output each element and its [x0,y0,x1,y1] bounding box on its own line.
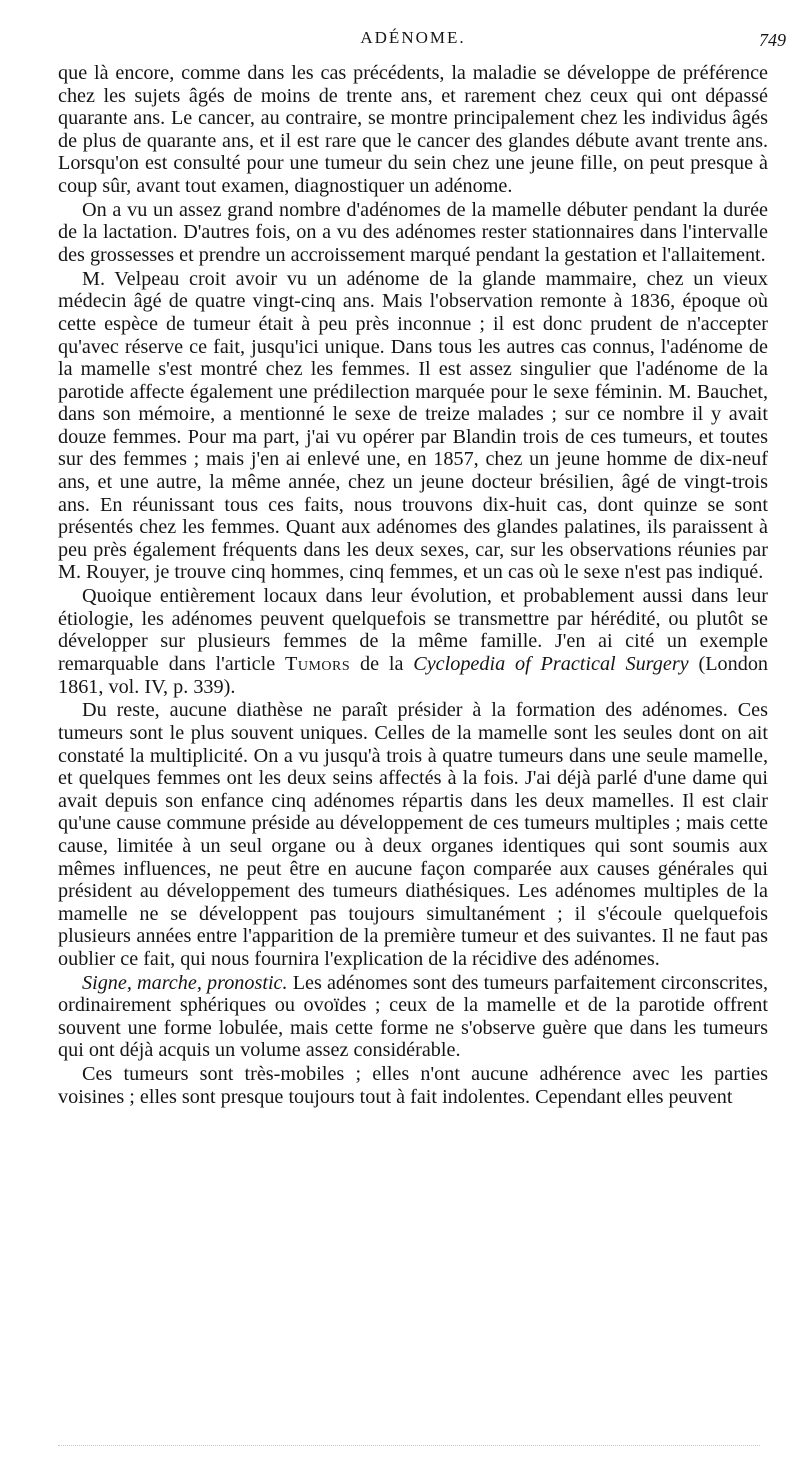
paragraph-6-body: Les adénomes sont des tumeurs parfaitement circonscrites, ordinairement sphériques ou ovoïdes ; ceux de la mamelle et de la parotide offrent souvent une forme lobulée, mais cette forme ne s'observe guère que dans les tumeurs qui ont déjà acquis un volume assez considérable. [58,971,768,1062]
paragraph-4 [58,585,768,698]
paragraph-4-text-before: Quoique entièrement locaux dans leur évolution, et probablement aussi dans leur étiologie, les adénomes peuvent quelquefois se transmettre par hérédité, ou plutôt se développer sur plusieurs femmes de la même famille. J'en ai cité un exemple remarquable dans l'article [58,585,768,675]
article-title-smallcaps: Tumors [285,653,351,675]
paragraph-7: Ces tumeurs sont très-mobiles ; elles n'ont aucune adhérence avec les parties voisines ; elles sont presque toujours tout à fait indolentes. Cependant elles peuvent [58,1063,768,1108]
paragraph-1: que là encore, comme dans les cas précédents, la maladie se développe de préférence chez les sujets âgés de moins de trente ans, et rarement chez ceux qui ont dépassé quarante ans. Le cancer, au contraire, se montre principalement chez les individus âgés de plus de quarante ans, et il est rare que le cancer des glandes débute avant trente ans. Lorsqu'on est consulté pour une tumeur du sein chez une jeune fille, on peut presque à coup sûr, avant tout examen, diagnostiquer un adénome. [58,62,768,197]
document-page [58,28,786,1108]
page-number: 749 [759,30,786,50]
page-bottom-rule [58,1445,760,1447]
paragraph-2: On a vu un assez grand nombre d'adénomes de la mamelle débuter pendant la durée de la lactation. D'autres fois, on a vu des adénomes rester stationnaires dans l'intervalle des grossesses et prendre un accroissement marqué pendant la gestation et l'allaitement. [58,198,768,266]
paragraph-3: M. Velpeau croit avoir vu un adénome de la glande mammaire, chez un vieux médecin âgé de quatre vingt-cinq ans. Mais l'observation remonte à 1836, époque où cette espèce de tumeur était à peu près inconnue ; il est donc prudent de n'accepter qu'avec réserve ce fait, jusqu'ici unique. Dans tous les autres cas connus, l'adénome de la mamelle s'est montré chez les femmes. Il est assez singulier que l'adénome de la parotide affecte également une prédilection marquée pour le sexe féminin. M. Bauchet, dans son mémoire, a mentionné le sexe de treize malades ; sur ce nombre il y avait douze femmes. Pour ma part, j'ai vu opérer par Blandin trois de ces tumeurs, et toutes sur des femmes ; mais j'en ai enlevé une, en 1857, chez un jeune homme de dix-neuf ans, et une autre, la même année, chez un jeune docteur brésilien, âgé de vingt-trois ans. En réunissant tous ces faits, nous trouvons dix-huit cas, dont quinze se sont présentés chez les femmes. Quant aux adénomes des glandes palatines, ils paraissent à peu près également fréquents dans les deux sexes, car, sur les observations réunies par M. Rouyer, je trouve cinq hommes, cinq femmes, et un cas où le sexe n'est pas indiqué. [58,267,768,584]
paragraph-4-text-after: (London 1861, vol. IV, p. 339). [58,653,769,698]
section-heading-italic: Signe, marche, pronostic. [82,971,288,994]
running-head [58,28,786,62]
paragraph-4-text-middle: de la [350,653,414,675]
running-title: ADÉNOME. [360,28,466,47]
paragraph-5: Du reste, aucune diathèse ne paraît présider à la formation des adénomes. Ces tumeurs sont le plus souvent uniques. Celles de la mamelle sont les seules dont on ait constaté la multiplicité. On a vu jusqu'à trois à quatre tumeurs dans une seule mamelle, et quelques femmes ont les deux seins affectés à la fois. J'ai déjà parlé d'une dame qui avait depuis son enfance cinq adénomes répartis dans les deux mamelles. Il est clair qu'une cause commune préside au développement de ces tumeurs multiples ; mais cette cause, limitée à un seul organe ou à deux organes identiques qui sont soumis aux mêmes influences, ne peut être en aucune façon comparée aux causes générales qui président au développement des tumeurs diathésiques. Les adénomes multiples de la mamelle ne se développent pas toujours simultanément ; il s'écoule quelquefois plusieurs années entre l'apparition de la première tumeur et des suivantes. Il ne faut pas oublier ce fait, qui nous fournira l'explication de la récidive des adénomes. [58,699,768,970]
cyclopedia-title: Cyclopedia of Practical Surgery [413,653,689,675]
paragraph-6 [58,972,768,1062]
